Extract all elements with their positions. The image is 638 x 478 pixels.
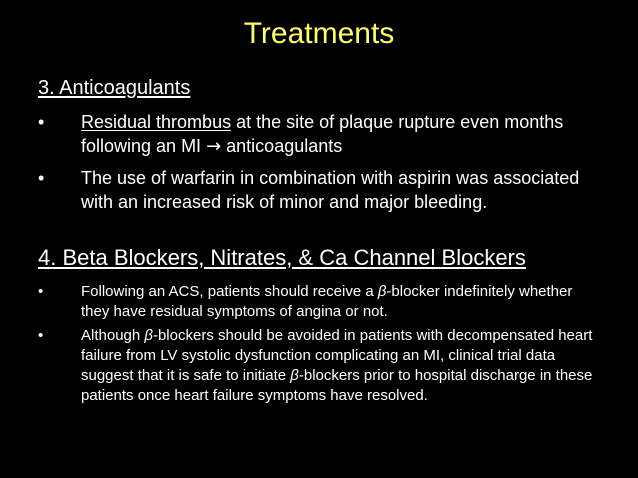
bullet-text: [81, 110, 598, 159]
bullet-dot: •: [38, 112, 45, 132]
beta-symbol: β: [377, 283, 387, 300]
bullet-dot: •: [38, 327, 44, 344]
bullet-text-tail: anticoagulants: [221, 136, 343, 156]
bullet-text-end: -blockers prior to hospital discharge in these patients once heart failure symptoms have resolved.: [81, 367, 593, 404]
underlined-term: Residual thrombus: [81, 112, 232, 132]
bullet-text-start: Following an ACS, patients should receive a: [81, 283, 378, 300]
bullet-text: [81, 326, 598, 406]
right-arrow-icon: →: [206, 136, 222, 157]
bullet-text-start: Although: [81, 327, 145, 344]
bullet-text-body: at the site of plaque rupture even months following an MI: [81, 112, 564, 156]
bullet-text-middle: -blockers should be avoided in patients with decompensated heart failure from LV systolic dysfunction complicating an MI, clinical trial data suggest that it is safe to initiate: [81, 327, 593, 384]
bullet-dot: •: [38, 168, 45, 188]
beta-symbol: β: [144, 327, 153, 344]
section-heading-beta-blockers: 4. Beta Blockers, Nitrates, & Ca Channel Blockers: [38, 245, 526, 270]
bullet-acs-beta-blocker: [38, 282, 598, 324]
bullet-text: [81, 282, 598, 322]
bullet-warfarin: [38, 166, 598, 240]
slide-title: Treatments: [243, 17, 395, 50]
bullet-residual-thrombus: [38, 110, 598, 160]
bullet-text: The use of warfarin in combination with aspirin was associated with an increased risk of minor and major bleeding.: [81, 168, 580, 212]
beta-symbol: β: [290, 367, 299, 384]
section-heading-anticoagulants: 3. Anticoagulants: [38, 77, 191, 99]
bullet-heart-failure: [38, 326, 598, 436]
bullet-dot: •: [38, 283, 44, 300]
bullet-text-end: -blocker indefinitely whether they have residual symptoms of angina or not.: [81, 283, 573, 320]
